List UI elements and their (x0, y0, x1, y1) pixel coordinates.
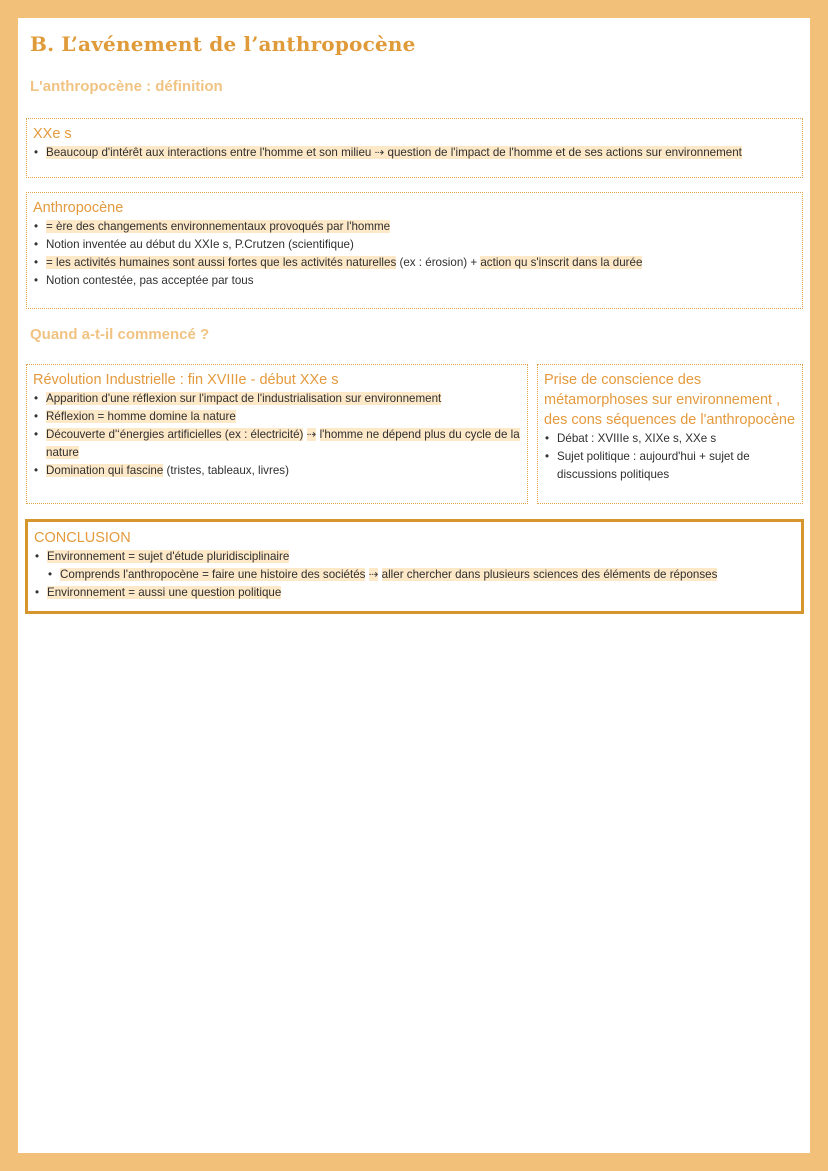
box-title-line: métamorphoses sur environnement , (544, 392, 781, 408)
item-text: (tristes, tableaux, livres) (166, 464, 289, 477)
item-text: Apparition d'une réflexion sur l'impact de l'industrialisation sur environnement (46, 392, 442, 405)
item-text: Domination qui fascine (46, 464, 164, 477)
list-item (33, 462, 521, 480)
box-revolution-industrielle (26, 364, 528, 504)
item-text: question de l'impact de l'homme et de ses actions sur environnement (384, 146, 742, 159)
box-title-line: des cons séquences de l'anthropocène (544, 412, 796, 428)
list-item (544, 448, 796, 484)
item-text: = ère des changements environnementaux provoqués par l'homme (46, 220, 391, 233)
section-heading-definition: L'anthropocène : définition (30, 78, 223, 95)
item-text: action qu s'inscrit dans la durée (480, 256, 643, 269)
box-title: XXe s (33, 126, 72, 142)
box-conclusion (25, 519, 804, 614)
dotted-arrow-icon: ⇢ (374, 146, 385, 159)
box-title-line: Prise de conscience des (544, 372, 702, 388)
list-item (33, 236, 796, 254)
item-text: aller chercher dans plusieurs sciences des éléments de réponses (381, 568, 718, 581)
item-text: Environnement = aussi une question politique (47, 586, 282, 599)
list-item (33, 390, 521, 408)
item-text: Notion inventée au début du XXIe s, P.Crutzen (scientifique) (46, 238, 354, 251)
box-xxe-siecle (26, 118, 803, 178)
item-text: Débat : XVIIIe s, XIXe s, XXe s (557, 432, 717, 445)
item-text: Sujet politique : aujourd'hui + sujet de discussions politiques (557, 450, 750, 481)
item-text: = les activités humaines sont aussi fortes que les activités naturelles (46, 256, 397, 269)
item-text: Comprends l'anthropocène = faire une histoire des sociétés (60, 568, 366, 581)
list-item (34, 566, 795, 584)
list-item (544, 430, 796, 448)
list-item (33, 426, 521, 462)
dotted-arrow-icon: ⇢ (306, 428, 317, 441)
item-text: Découverte d'‘énergies artificielles (ex : électricité) (46, 428, 304, 441)
list-item (34, 548, 795, 566)
list-item (33, 218, 796, 236)
page-title: B. L’avénement de l’anthropocène (30, 32, 416, 56)
list-item (33, 254, 796, 272)
box-prise-de-conscience (537, 364, 803, 504)
item-text: Réflexion = homme domine la nature (46, 410, 236, 423)
page (18, 18, 810, 1153)
box-anthropocene (26, 192, 803, 309)
list-item (33, 408, 521, 426)
list-item (33, 144, 796, 162)
box-title: Révolution Industrielle : fin XVIIIe - début XXe s (33, 372, 339, 388)
item-text: Environnement = sujet d'étude pluridisciplinaire (47, 550, 290, 563)
box-title: Anthropocène (33, 200, 124, 216)
item-text: Beaucoup d'intérêt aux interactions entre l'homme et son milieu (46, 146, 375, 159)
item-text: (ex : érosion) + (399, 256, 481, 269)
section-heading-debut: Quand a-t-il commencé ? (30, 326, 210, 343)
dotted-arrow-icon: ⇢ (368, 568, 379, 581)
conclusion-title: CONCLUSION (34, 530, 131, 546)
list-item (34, 584, 795, 602)
item-text: Notion contestée, pas acceptée par tous (46, 274, 254, 287)
item-text: l'homme ne dépend plus du cycle de la nature (46, 428, 520, 459)
list-item (33, 272, 796, 290)
